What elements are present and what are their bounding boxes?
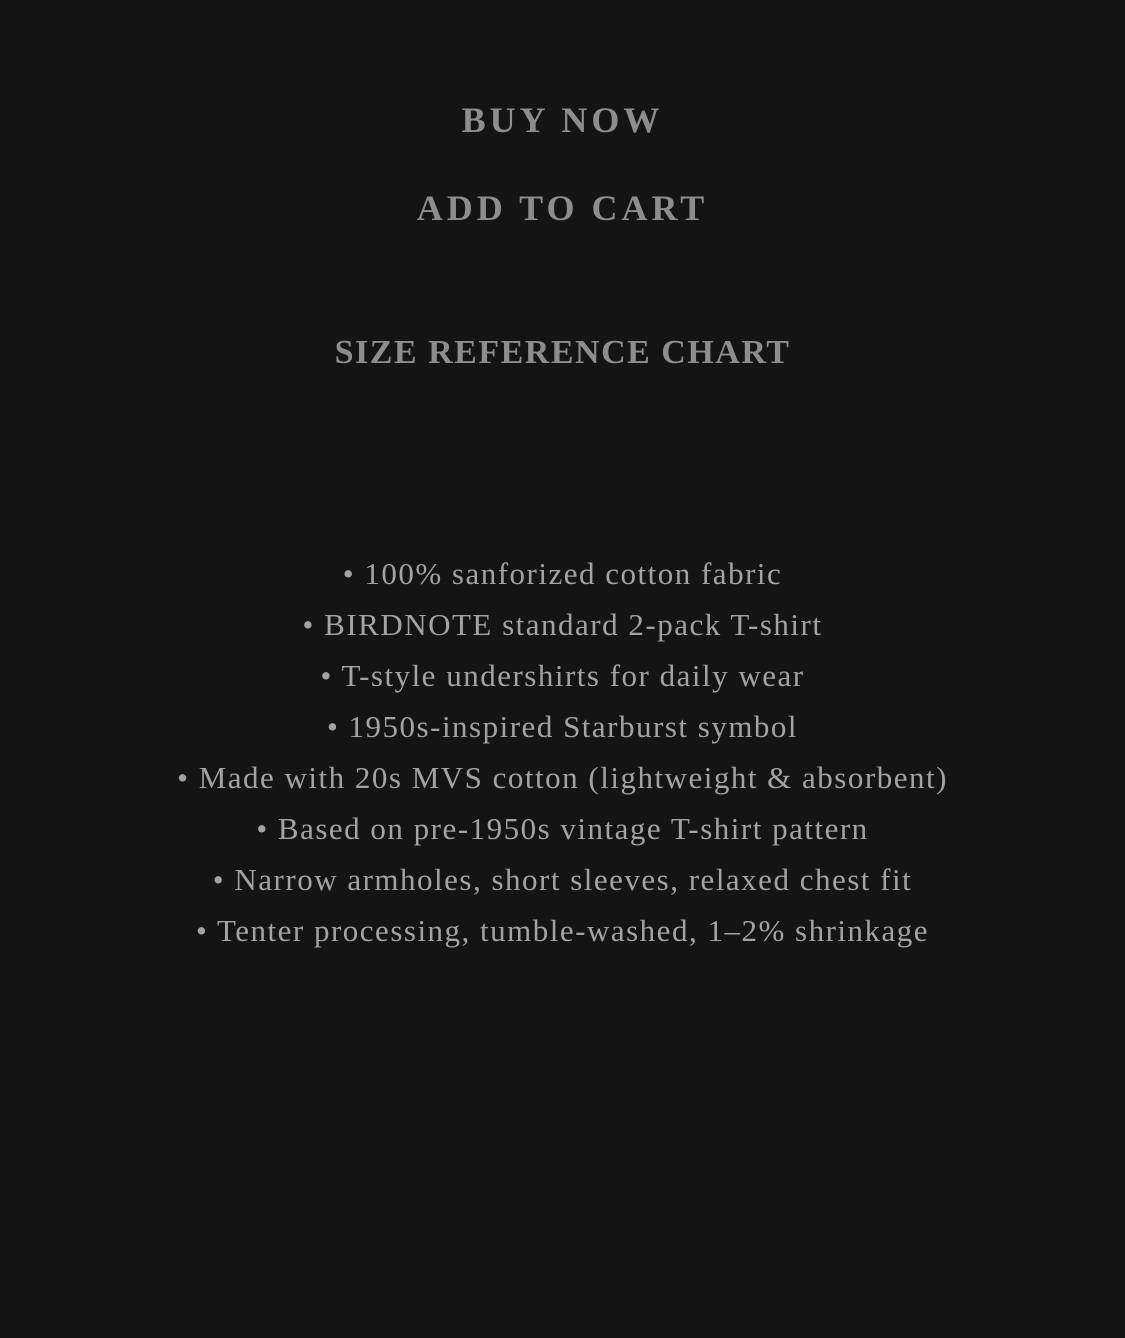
feature-item: • 100% sanforized cotton fabric <box>342 556 783 591</box>
feature-item: • Based on pre-1950s vintage T-shirt pattern <box>256 811 869 846</box>
feature-item: • Tenter processing, tumble-washed, 1–2% shrinkage <box>195 913 930 948</box>
buy-now-button[interactable]: BUY NOW <box>461 100 664 140</box>
feature-item: • T-style undershirts for daily wear <box>320 658 805 693</box>
product-features-list <box>0 548 1125 956</box>
add-to-cart-button[interactable]: ADD TO CART <box>416 188 709 228</box>
feature-item: • BIRDNOTE standard 2-pack T-shirt <box>302 607 823 642</box>
feature-item: • Narrow armholes, short sleeves, relaxed chest fit <box>212 862 913 897</box>
feature-item: • 1950s-inspired Starburst symbol <box>326 709 799 744</box>
size-reference-chart-link[interactable]: SIZE REFERENCE CHART <box>334 334 791 371</box>
feature-item: • Made with 20s MVS cotton (lightweight & absorbent) <box>177 760 948 795</box>
